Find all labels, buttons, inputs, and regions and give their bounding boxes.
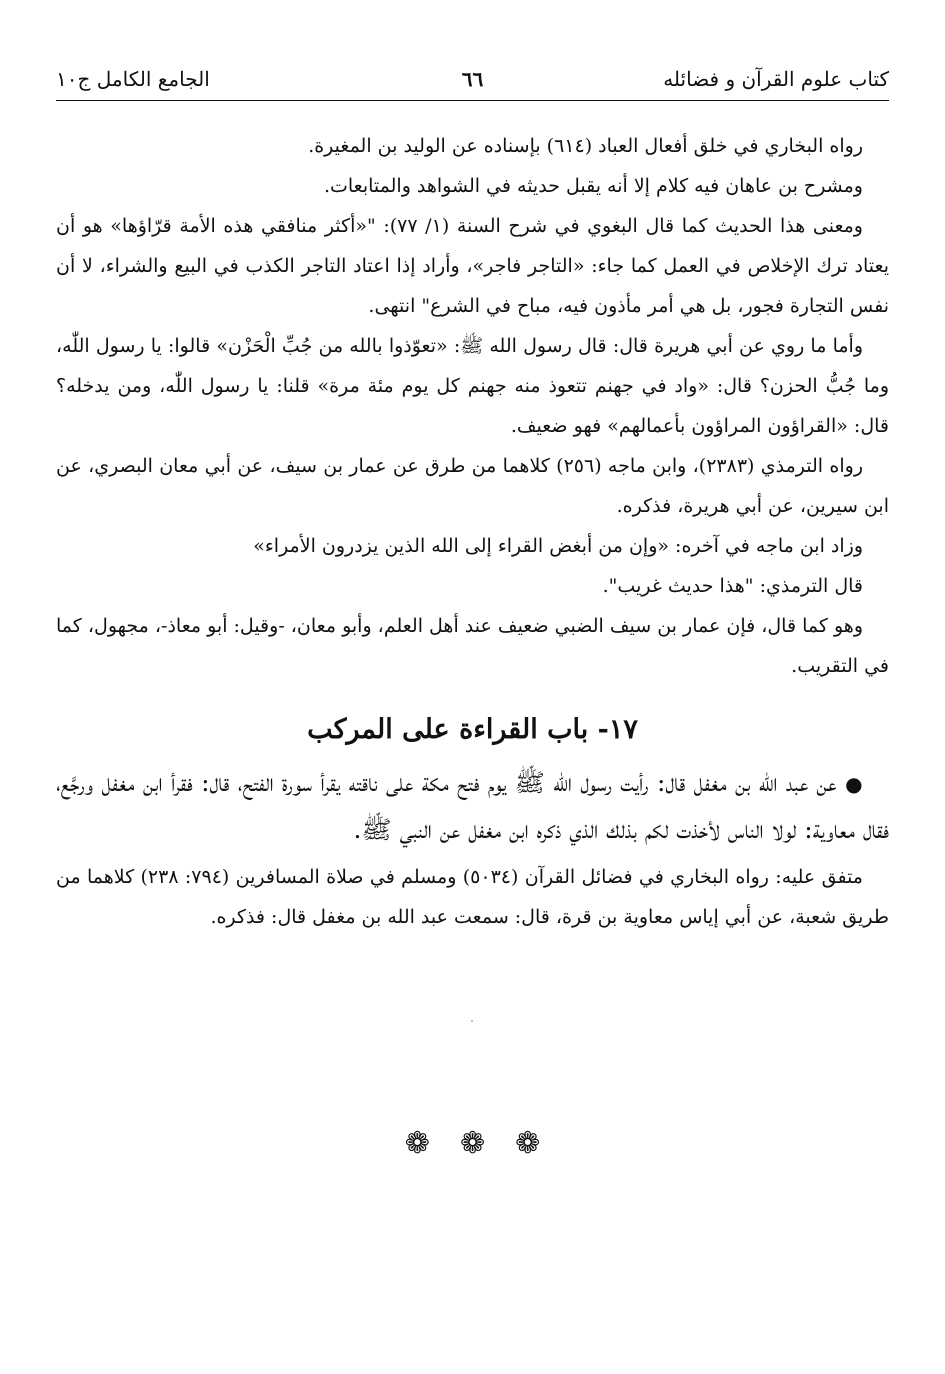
series-title: الجامع الكامل ج١٠: [56, 67, 210, 91]
book-title: كتاب علوم القرآن و فضائله: [663, 67, 889, 91]
paragraph-tirmidhi-ibnmajah: رواه الترمذي (٢٣٨٣)، وابن ماجه (٢٥٦) كلاهما من طرق عن عمار بن سيف، عن أبي معان البصري، عن ابن سيرين، عن أبي هريرة، فذكره.: [56, 455, 889, 517]
hadith-body: عن عبد الله بن مغفل قال: رأيت رسول الله ﷺ يوم فتح مكة على ناقته يقرأ سورة الفتح، قال: فقرأ ابن مغفل ورجَّع، فقال معاوية: لولا الناس لأخذت لكم بذلك الذي ذكره ابن مغفل عن النبي ﷺ.: [56, 768, 889, 844]
paragraph-bukhari-khalq: رواه البخاري في خلق أفعال العباد (٦١٤) بإسناده عن الوليد بن المغيرة.: [308, 135, 863, 157]
takhrij-paragraph: متفق عليه: رواه البخاري في فضائل القرآن (٥٠٣٤) ومسلم في صلاة المسافرين (٧٩٤: ٢٣٨) كلاهما من طريق شعبة، عن أبي إياس معاوية بن قرة، قال: سمعت عبد الله بن مغفل قال: فذكره.: [56, 866, 889, 928]
speck-dot: [471, 1020, 473, 1022]
paragraph-baghawi: ومعنى هذا الحديث كما قال البغوي في شرح السنة (١/ ٧٧): "«أكثر منافقي هذه الأمة قرّاؤها» هو أن يعتاد ترك الإخلاص في العمل كما جاء: «التاجر فاجر»، وأراد إذا اعتاد التاجر الكذب في البيع والشراء، لا أن نفس التجارة فجور، بل هي أمر مأذون فيه، مباح في الشرع" انتهى.: [56, 215, 889, 317]
paragraph-ibnmajah-addition: وزاد ابن ماجه في آخره: «وإن من أبغض القراء إلى الله الذين يزدرون الأمراء»: [253, 535, 863, 557]
paragraph-mishrah: ومشرح بن عاهان فيه كلام إلا أنه يقبل حديثه في الشواهد والمتابعات.: [323, 175, 863, 197]
hadith-text: [56, 760, 889, 853]
flower-ornament-icon: ❁: [404, 1126, 430, 1161]
end-ornaments: [0, 1126, 945, 1161]
header-rule: [56, 100, 889, 101]
page-number: ٦٦: [461, 67, 484, 91]
paragraph-tirmidhi-ruling: قال الترمذي: "هذا حديث غريب".: [602, 575, 863, 597]
paragraph-jubb-al-hazan: وأما ما روي عن أبي هريرة قال: قال رسول الله ﷺ: «تعوّذوا بالله من جُبِّ الْحَزْن» قالوا: يا رسول اللّٰه، وما جُبُّ الحزن؟ قال: «واد في جهنم تتعوذ منه جهنم كل يوم مئة مرة» قلنا: يا رسول اللّٰه، ومن يدخله؟ قال: «القراؤون المراؤون بأعمالهم» فهو ضعيف.: [56, 335, 889, 437]
chapter-heading: ١٧- باب القراءة على المركب: [307, 714, 638, 745]
bullet-icon: ●: [845, 772, 863, 796]
running-header: [56, 62, 889, 96]
flower-ornament-icon: ❁: [459, 1126, 486, 1161]
paragraph-ammar-ibn-sayf: وهو كما قال، فإن عمار بن سيف الضبي ضعيف عند أهل العلم، وأبو معان، -وقيل: أبو معاذ-، مجهول، كما في التقريب.: [56, 615, 889, 677]
main-text: [56, 126, 889, 937]
flower-ornament-icon: ❁: [515, 1126, 541, 1161]
